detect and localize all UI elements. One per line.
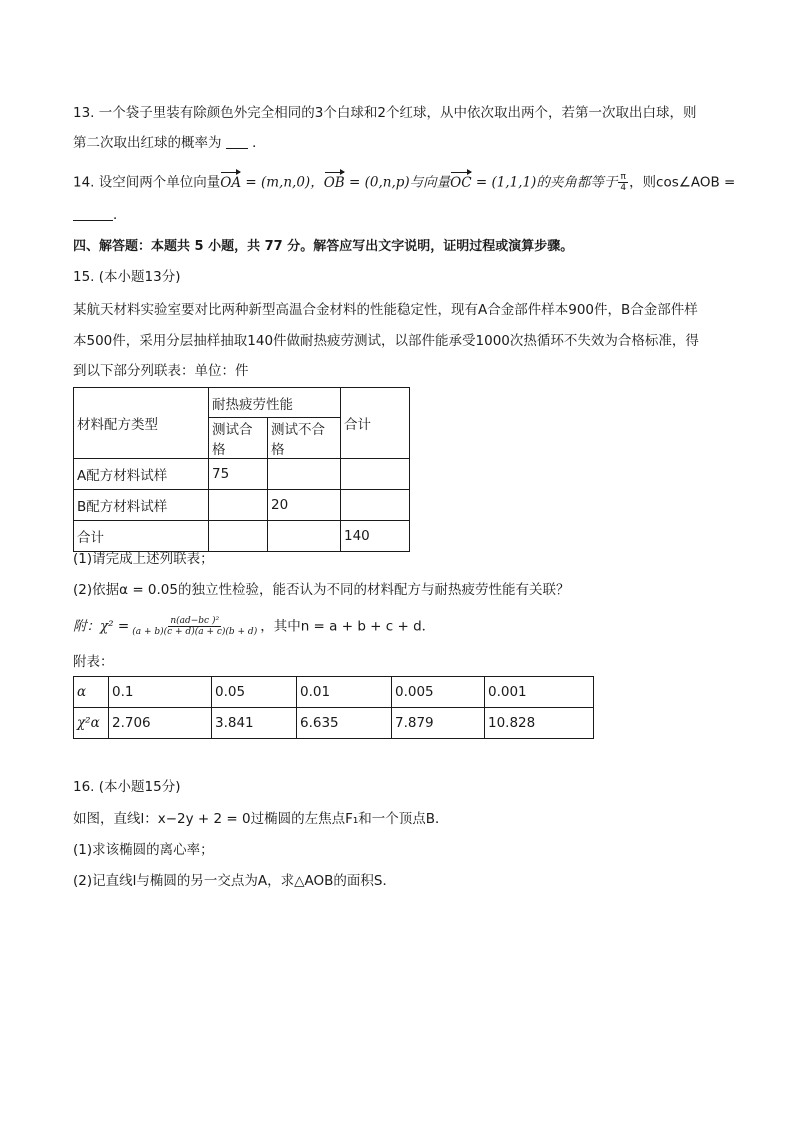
appendix-label: 附表： [73,654,114,670]
q16-title: 16. (本小题15分) [73,779,181,795]
cell-pass [209,521,268,552]
q15-sub1: (1)请完成上述列联表； [73,551,214,567]
fraction-numerator: π [620,172,626,182]
cell-fail: 20 [268,490,341,521]
q13-line2 [73,134,266,152]
row-label: 合计 [74,521,209,552]
q14-prefix: 14. 设空间两个单位向量 [73,174,221,191]
q15-paragraph-line2: 本500件，采用分层抽样抽取140件做耐热疲劳测试，以部件能承受1000次热循环不失效为合格标准，得 [73,333,699,349]
q15-paragraph-line3: 到以下部分列联表：单位：件 [73,363,249,379]
alpha-cell: 0.005 [392,677,485,708]
cell-total [341,490,410,521]
q13-answer-blank [226,136,248,149]
formula-prefix: 附：χ² = [73,618,130,635]
q14-ob-value: = (0,n,p)与向量 [344,174,451,191]
vector-oa: OA [220,174,242,191]
q13-line2-text: 第二次取出红球的概率为 [73,135,222,151]
critical-value-table [73,676,594,739]
chi-cell: 6.635 [297,708,392,739]
q15-title: 15. (本小题13分) [73,269,181,285]
header-pass: 测试合格 [209,418,268,459]
q14-oc-value: = (1,1,1)的夹角都等于 [471,174,618,191]
cell-pass [209,490,268,521]
table-row [74,490,410,521]
q15-paragraph-line1: 某航天材料实验室要对比两种新型高温合金材料的性能稳定性，现有A合金部件样本900件，B合金部件样 [73,302,698,318]
chi-label: χ²α [74,708,109,739]
chi-cell: 10.828 [485,708,594,739]
header-fatigue-performance: 耐热疲劳性能 [209,388,341,418]
header-total: 合计 [341,388,410,459]
cell-total: 140 [341,521,410,552]
q14-oa-value: = (m,n,0)， [241,174,324,191]
chi-cell: 7.879 [392,708,485,739]
section4-heading: 四、解答题：本题共 5 小题，共 77 分。解答应写出文字说明，证明过程或演算步骤。 [73,239,574,254]
fraction-numerator: n(ad−bc )² [170,616,220,626]
cell-pass: 75 [209,459,268,490]
alpha-label: α [74,677,109,708]
q14-line2 [73,206,127,224]
table-row [74,459,410,490]
chi-cell: 3.841 [212,708,297,739]
vector-ob: OB [323,174,345,191]
table-row [74,677,594,708]
alpha-cell: 0.1 [109,677,212,708]
chi-square-fraction [130,616,259,637]
q16-sub2: (2)记直线l与椭圆的另一交点为A，求△AOB的面积S． [73,873,396,889]
table-row [74,708,594,739]
table-row [74,521,410,552]
q14-line1 [73,172,735,193]
q13-line2-end: ． [252,135,266,151]
q14-suffix: ，则cos∠AOB = [629,174,736,191]
chi-cell: 2.706 [109,708,212,739]
alpha-cell: 0.001 [485,677,594,708]
row-label: B配方材料试样 [74,490,209,521]
header-fail: 测试不合格 [268,418,341,459]
vector-oc: OC [450,174,472,191]
q13-line1: 13. 一个袋子里装有除颜色外完全相同的3个白球和2个红球，从中依次取出两个，若第一次取出白球，则 [73,105,697,121]
pi-over-4-fraction [618,172,628,193]
alpha-cell: 0.01 [297,677,392,708]
q15-formula [73,616,435,637]
cell-total [341,459,410,490]
fraction-denominator: 4 [620,183,627,193]
q15-sub2: (2)依据α = 0.05的独立性检验，能否认为不同的材料配方与耐热疲劳性能有关联？ [73,582,570,598]
alpha-cell: 0.05 [212,677,297,708]
q14-answer-blank [73,208,113,221]
fraction-denominator: (a + b)(c + d)(a + c)(b + d) [132,627,258,637]
row-label: A配方材料试样 [74,459,209,490]
q14-line2-end: ． [113,207,127,223]
cell-fail [268,459,341,490]
q16-sub1: (1)求该椭圆的离心率； [73,842,214,858]
header-material-type: 材料配方类型 [74,388,209,459]
formula-suffix: ，其中n = a + b + c + d． [260,618,436,635]
cell-fail [268,521,341,552]
q16-paragraph: 如图，直线l：x−2y + 2 = 0过椭圆的左焦点F₁和一个顶点B． [73,811,449,827]
contingency-table [73,387,410,552]
